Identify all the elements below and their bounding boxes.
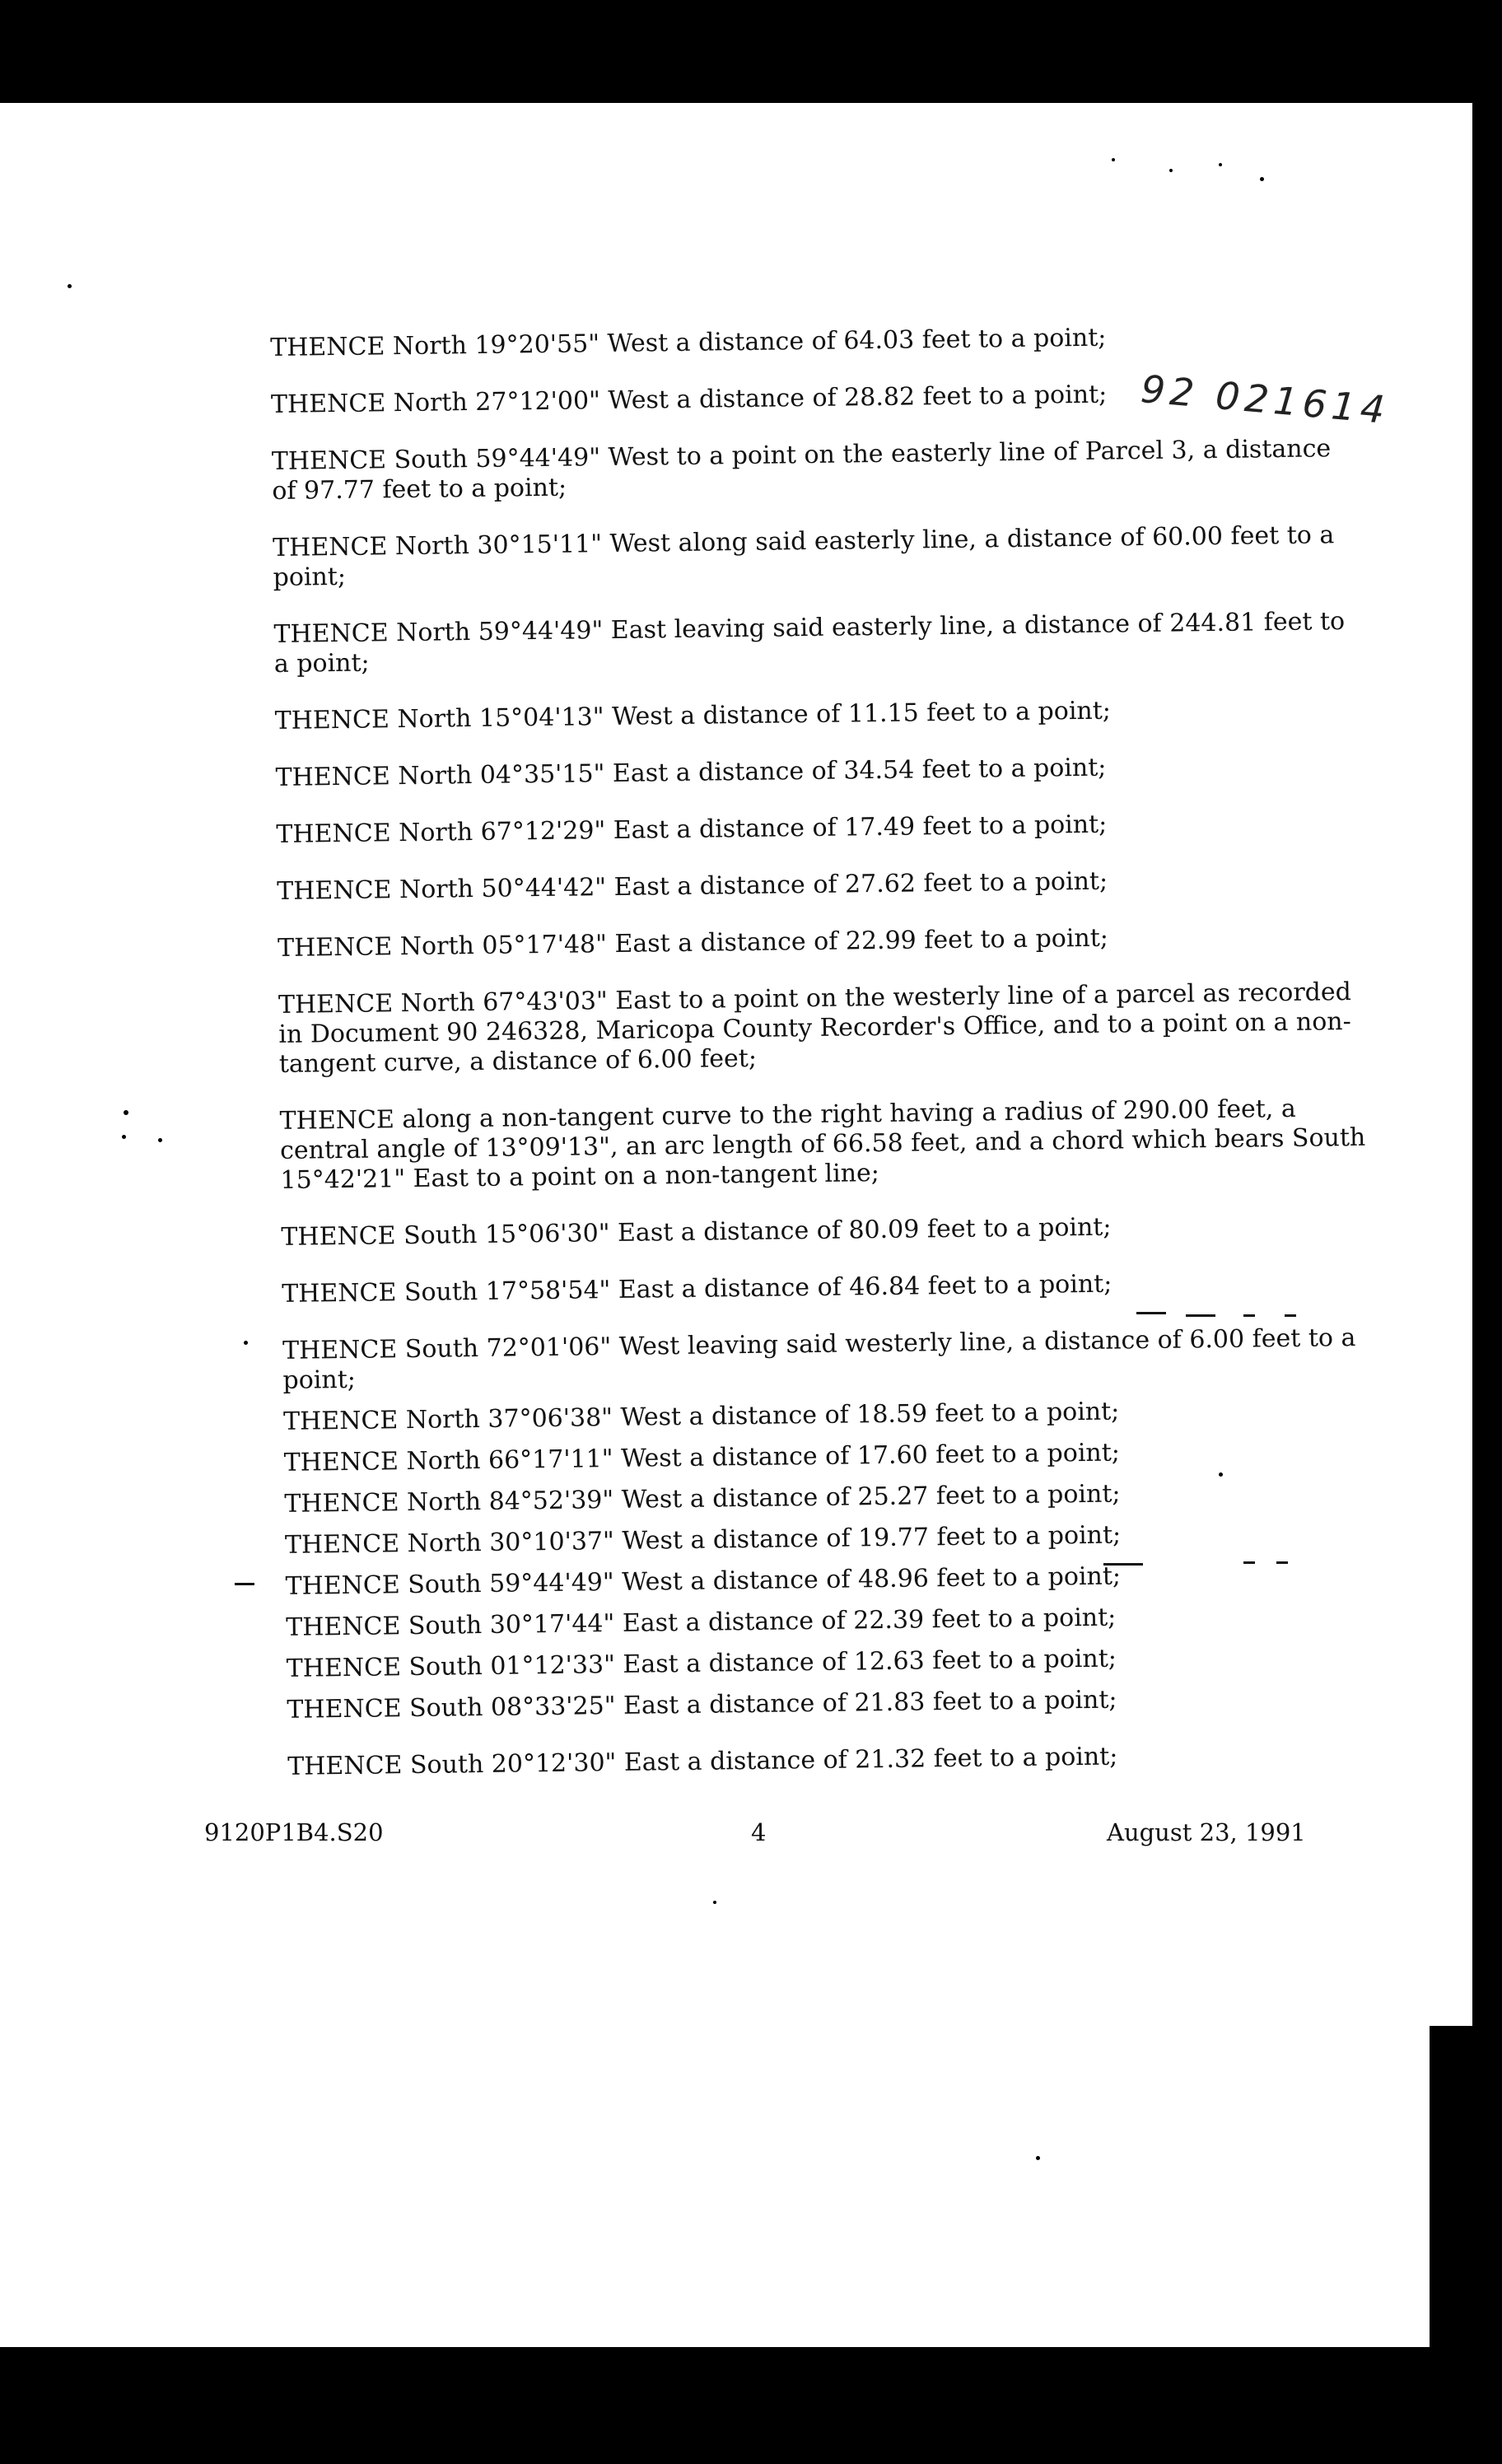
course-paragraph: THENCE North 05°17'48" East a distance of 22.99 feet to a point; — [277, 923, 1109, 963]
scan-speck — [68, 284, 72, 288]
course-paragraph: THENCE South 08°33'25" East a distance of 21.83 feet to a point; — [287, 1685, 1117, 1724]
course-paragraph: THENCE North 30°15'11" West along said easterly line, a distance of 60.00 feet to a point; — [272, 520, 1335, 592]
course-paragraph: THENCE South 30°17'44" East a distance of 22.39 feet to a point; — [285, 1603, 1117, 1642]
course-paragraph: THENCE North 66°17'11" West a distance of 17.60 feet to a point; — [283, 1438, 1121, 1477]
course-paragraph: THENCE North 84°52'39" West a distance of 25.27 feet to a point; — [284, 1479, 1121, 1519]
course-paragraph: THENCE North 15°04'13" West a distance of 11.15 feet to a point; — [274, 696, 1112, 735]
scan-border-top — [0, 0, 1502, 103]
scan-speck — [124, 1110, 128, 1115]
course-paragraph: THENCE North 50°44'42" East a distance of 27.62 feet to a point; — [277, 866, 1108, 906]
scan-speck — [122, 1135, 126, 1139]
course-paragraph: THENCE South 17°58'54" East a distance of 46.84 feet to a point; — [282, 1269, 1113, 1309]
legal-description-body — [270, 320, 1375, 1809]
scan-speck — [1112, 158, 1115, 161]
course-paragraph: THENCE South 72°01'06" West leaving said westerly line, a distance of 6.00 feet to a point; — [282, 1323, 1356, 1395]
scan-speck — [158, 1138, 162, 1142]
handwritten-document-number: 92 021614 — [1139, 366, 1392, 433]
course-paragraph: THENCE North 67°12'29" East a distance of 17.49 feet to a point; — [276, 810, 1108, 849]
scan-speck — [1169, 169, 1173, 172]
course-paragraph: THENCE South 59°44'49" West a distance of 48.96 feet to a point; — [285, 1561, 1122, 1601]
footer-file-code: 9120P1B4.S20 — [204, 1818, 384, 1846]
course-paragraph: THENCE North 27°12'00" West a distance of 28.82 feet to a point; — [270, 380, 1108, 419]
footer-page-number: 4 — [751, 1818, 767, 1846]
course-paragraph: THENCE South 20°12'30" East a distance of 21.32 feet to a point; — [287, 1742, 1118, 1781]
scan-speck — [1036, 2156, 1040, 2160]
course-paragraph: THENCE North 67°43'03" East to a point on the westerly line of a parcel as recorded in Document 90 246328, Maricopa County Recorder's Office, and to a point on a non-tangent curve, a distance of 6.00 feet; — [278, 978, 1352, 1079]
course-paragraph: THENCE along a non-tangent curve to the right having a radius of 290.00 feet, a central angle of 13°09'13", an arc length of 66.58 feet, and a chord which bears South 15°42'21" East to a point on a non-tangent line; — [279, 1094, 1366, 1195]
course-paragraph: THENCE North 04°35'15" East a distance of 34.54 feet to a point; — [275, 753, 1107, 792]
course-paragraph: THENCE North 59°44'49" East leaving said easterly line, a distance of 244.81 feet to a point; — [273, 607, 1346, 679]
scan-speck — [1260, 177, 1264, 181]
course-paragraph: THENCE South 59°44'49" West to a point on the easterly line of Parcel 3, a distance of 97.77 feet to a point; — [271, 434, 1332, 506]
scan-speck — [713, 1901, 716, 1904]
scan-speck — [244, 1341, 248, 1345]
course-paragraph: THENCE South 01°12'33" East a distance of 12.63 feet to a point; — [286, 1644, 1117, 1683]
scan-border-bottom — [0, 2347, 1502, 2464]
scan-dash — [235, 1583, 254, 1585]
course-paragraph: THENCE North 19°20'55" West a distance of 64.03 feet to a point; — [270, 323, 1107, 362]
scan-speck — [1219, 163, 1222, 166]
course-paragraph: THENCE North 30°10'37" West a distance of 19.77 feet to a point; — [284, 1520, 1122, 1560]
course-paragraph: THENCE South 15°06'30" East a distance of 80.09 feet to a point; — [281, 1212, 1112, 1252]
footer-date: August 23, 1991 — [1107, 1818, 1306, 1846]
course-paragraph: THENCE North 37°06'38" West a distance of 18.59 feet to a point; — [282, 1397, 1120, 1436]
